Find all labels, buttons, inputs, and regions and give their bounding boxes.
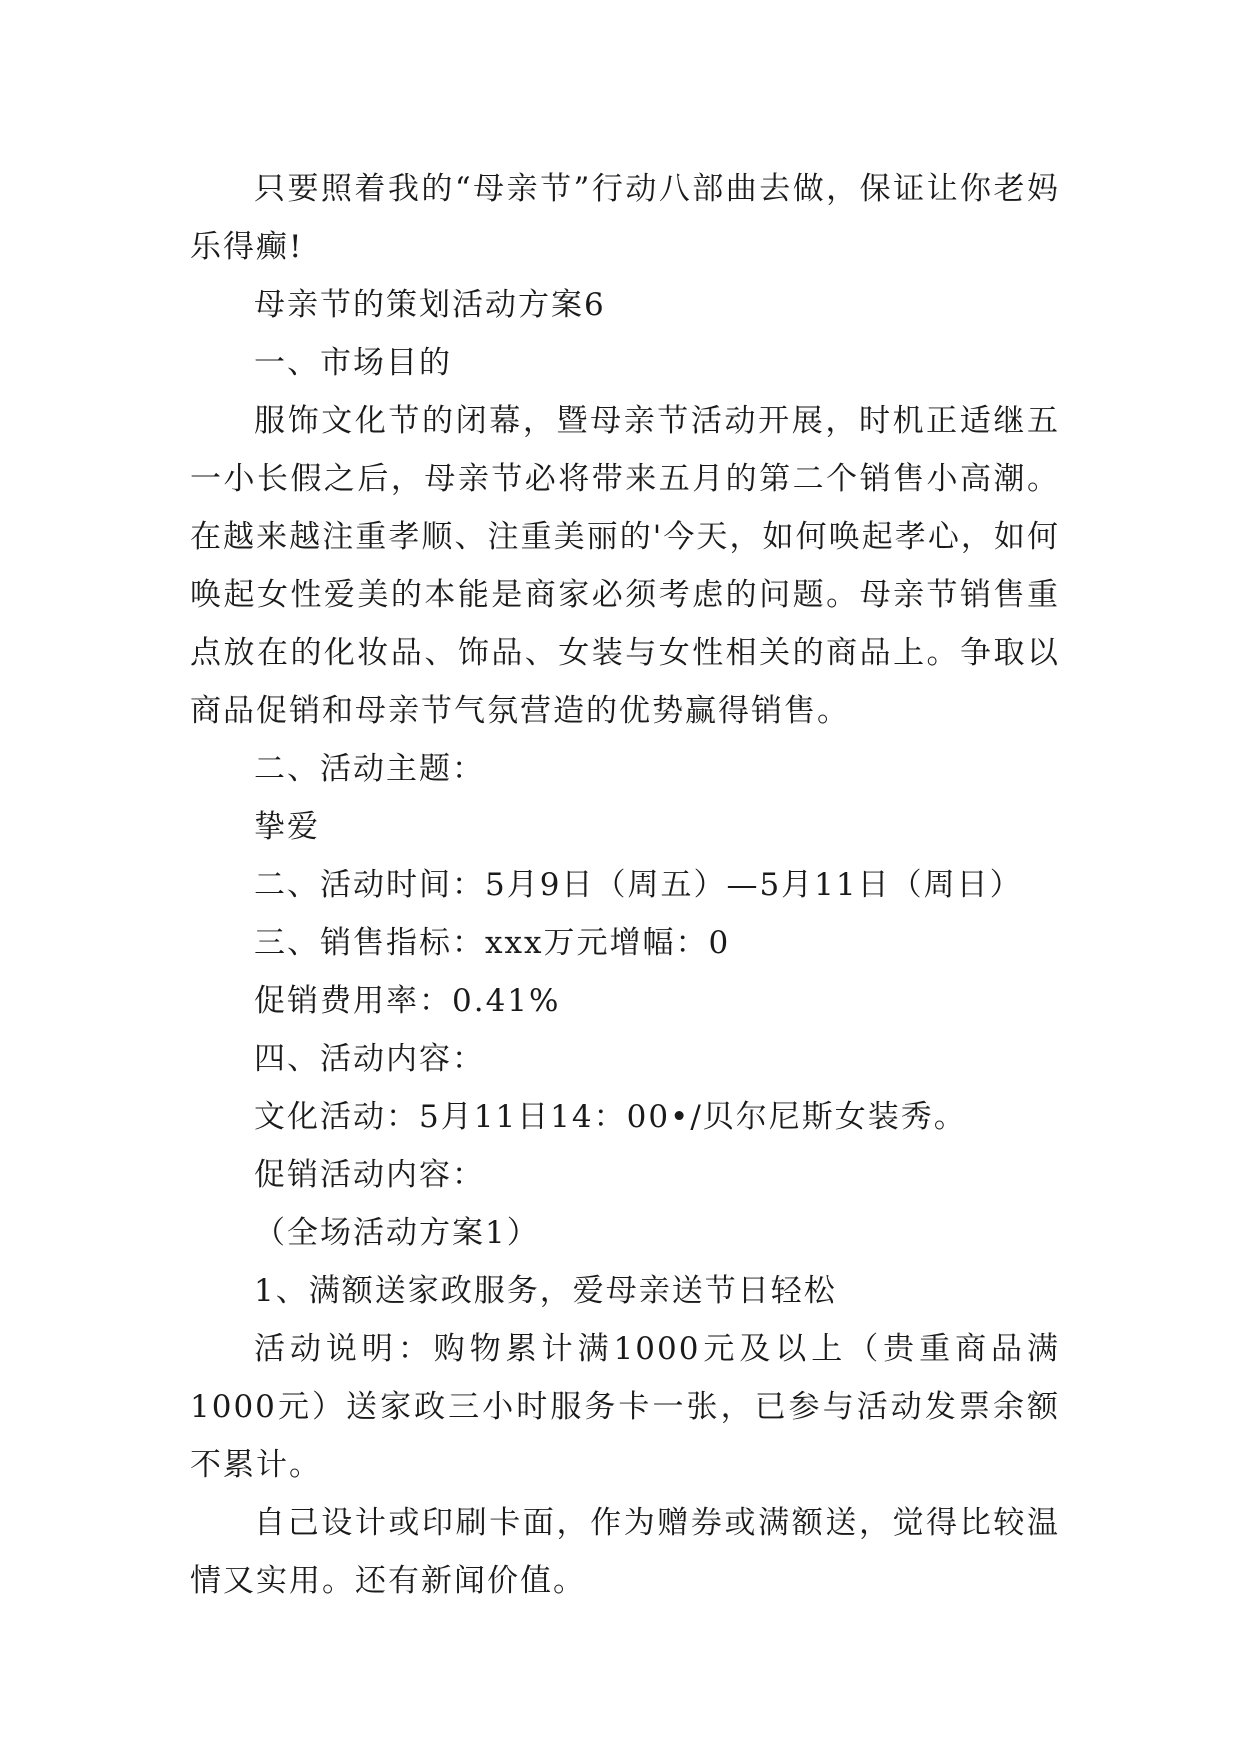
sales-target: 三、销售指标：xxx万元增幅：0: [254, 925, 731, 961]
heading-activity-theme: 二、活动主题：: [254, 751, 485, 787]
activity-theme-value: 挚爱: [254, 809, 320, 845]
heading-market-purpose: 一、市场目的: [254, 345, 452, 381]
paragraph-intro-closing: 只要照着我的“母亲节”行动八部曲去做，保证让你老妈乐得癫!: [190, 171, 1060, 265]
cultural-activity: 文化活动：5月11日14：00•/贝尔尼斯女装秀。: [254, 1099, 967, 1135]
heading-promotion-content: 促销活动内容：: [254, 1157, 485, 1193]
activity-time: 二、活动时间：5月9日（周五）—5月11日（周日）: [254, 867, 1023, 903]
plan-label: （全场活动方案1）: [254, 1215, 540, 1251]
paragraph-market-purpose: 服饰文化节的闭幕，暨母亲节活动开展，时机正适继五一小长假之后，母亲节必将带来五月的第二个销售小高潮。在越来越注重孝顺、注重美丽的'今天，如何唤起孝心，如何唤起女性爱美的本能是商家必须考虑的问题。母亲节销售重点放在的化妆品、饰品、女装与女性相关的商品上。争取以商品促销和母亲节气氛营造的优势赢得销售。: [190, 403, 1060, 729]
activity-description: 活动说明：购物累计满1000元及以上（贵重商品满1000元）送家政三小时服务卡一张，已参与活动发票余额不累计。: [190, 1331, 1060, 1483]
section-title: 母亲节的策划活动方案6: [254, 287, 606, 323]
heading-activity-content: 四、活动内容：: [254, 1041, 485, 1077]
body-text: [190, 160, 1060, 1610]
paragraph-card-design: 自己设计或印刷卡面，作为赠券或满额送，觉得比较温情又实用。还有新闻价值。: [190, 1505, 1060, 1599]
promotion-cost-rate: 促销费用率：0.41%: [254, 983, 561, 1019]
promotion-item-1: 1、满额送家政服务，爱母亲送节日轻松: [254, 1273, 837, 1309]
